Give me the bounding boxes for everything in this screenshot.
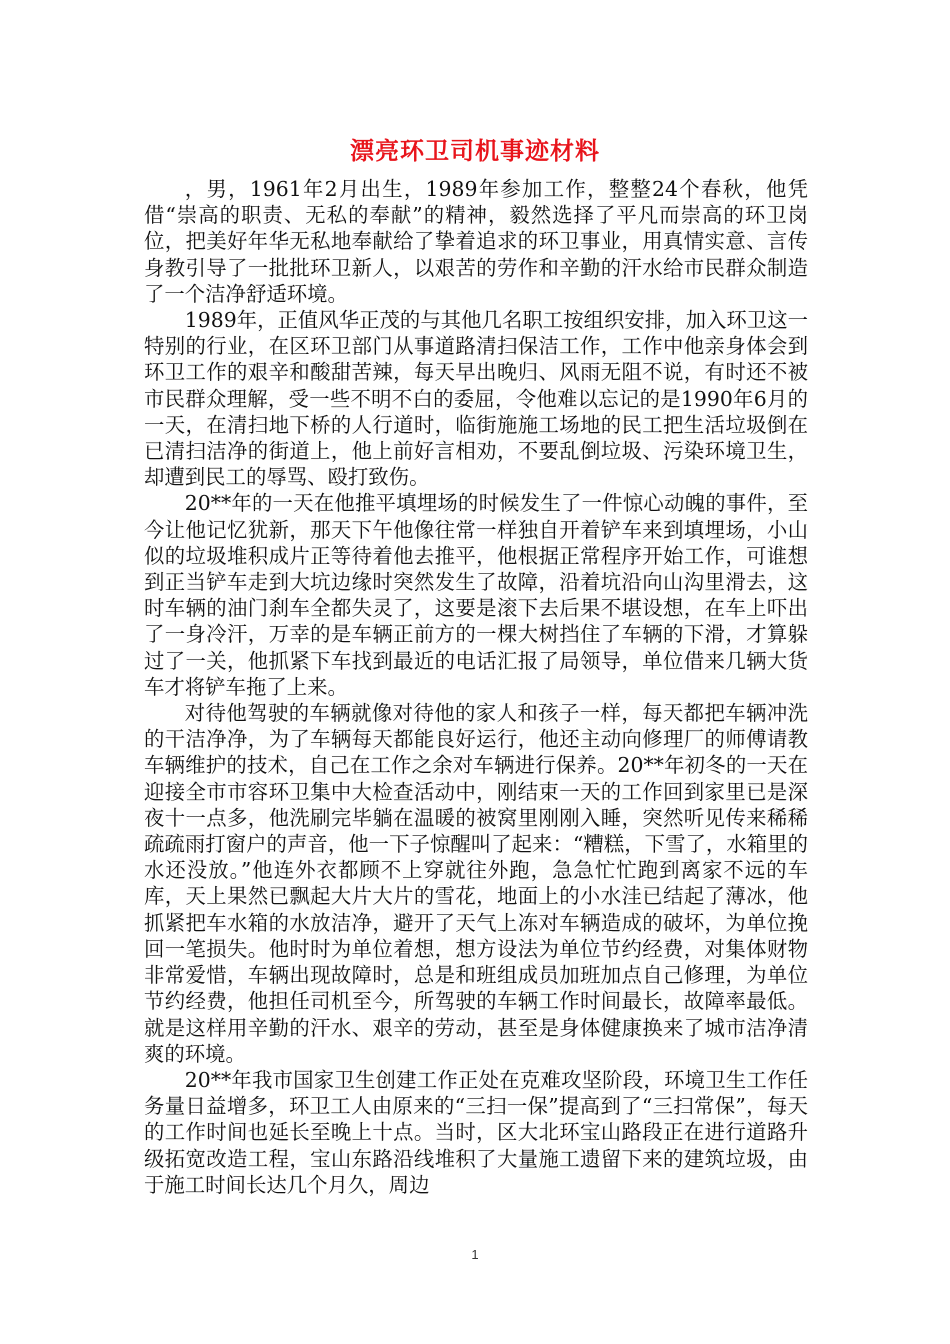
paragraph: 1989年，正值风华正茂的与其他几名职工按组织安排，加入环卫这一特别的行业，在区环卫部门从事道路清扫保洁工作，工作中他亲身体会到环卫工作的艰辛和酸甜苦辣，每天早出晚归、风雨无阻不说，有时还不被市民群众理解，受一些不明不白的委屈，令他难以忘记的是1990年6月的一天，在清扫地下桥的人行道时，临街施施工场地的民工把生活垃圾倒在已清扫洁净的街道上，他上前好言相劝，不要乱倒垃圾、污染环境卫生，却遭到民工的辱骂、殴打致伤。: [144, 308, 808, 490]
document-body: [144, 176, 808, 1198]
paragraph: 20**年我市国家卫生创建工作正处在克难攻坚阶段，环境卫生工作任务量日益增多，环卫工人由原来的“三扫一保”提高到了“三扫常保”，每天的工作时间也延长至晚上十点。当时，区大北环宝山路段正在进行道路升级拓宽改造工程，宝山东路沿线堆积了大量施工遗留下来的建筑垃圾，由于施工时间长达几个月久，周边: [144, 1067, 808, 1197]
paragraph: ，男，1961年2月出生，1989年参加工作，整整24个春秋，他凭借“崇高的职责、无私的奉献”的精神，毅然选择了平凡而崇高的环卫岗位，把美好年华无私地奉献给了挚着追求的环卫事业，用真情实意、言传身教引导了一批批环卫新人，以艰苦的劳作和辛勤的汗水给市民群众制造了一个洁净舒适环境。: [144, 177, 808, 306]
document-title: 漂亮环卫司机事迹材料: [350, 137, 600, 165]
paragraph: 对待他驾驶的车辆就像对待他的家人和孩子一样，每天都把车辆冲洗的干洁净净，为了车辆每天都能良好运行，他还主动向修理厂的师傅请教车辆维护的技术，自己在工作之余对车辆进行保养。20**年初冬的一天在迎接全市市容环卫集中大检查活动中，刚结束一天的工作回到家里已是深夜十一点多，他洗刷完毕躺在温暖的被窝里刚刚入睡，突然听见传来稀稀疏疏雨打窗户的声音，他一下子惊醒叫了起来：“糟糕，下雪了，水箱里的水还没放。”他连外衣都顾不上穿就往外跑，急急忙忙跑到离家不远的车库，天上果然已飘起大片大片的雪花，地面上的小水洼已结起了薄冰，他抓紧把车水箱的水放洁净，避开了天气上冻对车辆造成的破坏，为单位挽回一笔损失。他时时为单位着想，想方设法为单位节约经费，对集体财物非常爱惜，车辆出现故障时，总是和班组成员加班加点自己修理，为单位节约经费，他担任司机至今，所驾驶的车辆工作时间最长，故障率最低。就是这样用辛勤的汗水、艰辛的劳动，甚至是身体健康换来了城市洁净清爽的环境。: [144, 701, 808, 1066]
paragraph: 20**年的一天在他推平填埋场的时候发生了一件惊心动魄的事件，至今让他记忆犹新，那天下午他像往常一样独自开着铲车来到填埋场，小山似的垃圾堆积成片正等待着他去推平，他根据正常程序开始工作，可谁想到正当铲车走到大坑边缘时突然发生了故障，沿着坑沿向山沟里滑去，这时车辆的油门刹车全都失灵了，这要是滚下去后果不堪设想，在车上吓出了一身冷汗，万幸的是车辆正前方的一棵大树挡住了车辆的下滑，才算躲过了一关，他抓紧下车找到最近的电话汇报了局领导，单位借来几辆大货车才将铲车拖了上来。: [144, 491, 808, 699]
page-number: 1: [471, 1247, 479, 1262]
